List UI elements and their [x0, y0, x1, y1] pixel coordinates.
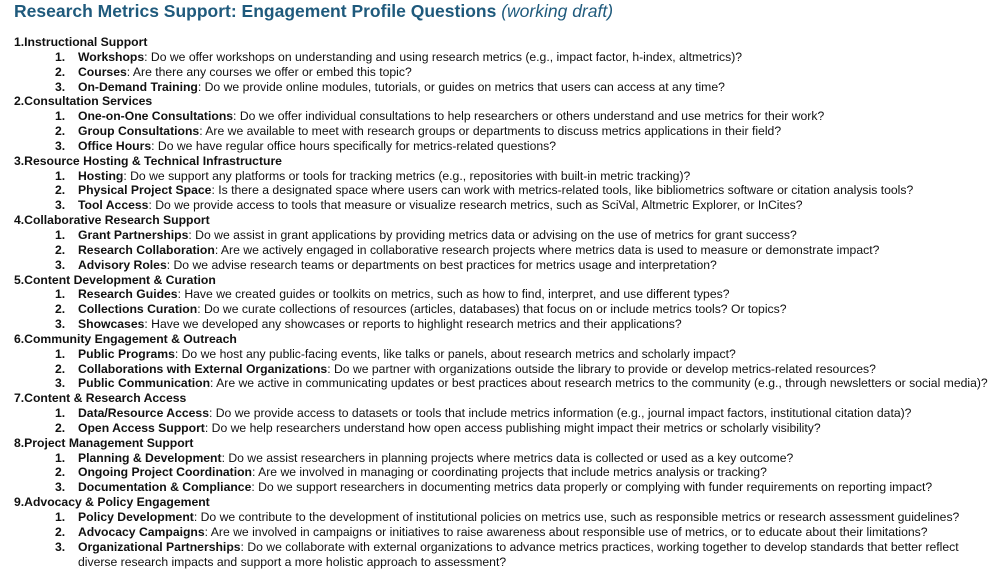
item-question: : Do we contribute to the development of institutional policies on metrics use, such as responsible metrics or research assessment guidelines?	[193, 510, 960, 524]
item-term: Public Programs	[78, 346, 175, 361]
question-item	[0, 480, 1000, 495]
item-number: 3.	[55, 257, 66, 272]
item-question: : Are we active in communicating updates or best practices about research metrics to the community (e.g., through newsletters or social media)?	[210, 376, 988, 391]
item-question: : Are we available to meet with research groups or departments to discuss metrics applications in their field?	[199, 124, 782, 139]
item-question: : Do we offer individual consultations to help researchers or others understand and use metrics for their work?	[233, 109, 825, 124]
question-item	[0, 376, 1000, 391]
section-heading: 3.Resource Hosting & Technical Infrastructure	[14, 153, 282, 168]
item-number: 3.	[55, 317, 66, 332]
item-question: : Do we provide access to tools that measure or visualize research metrics, such as SciVal, Altmetric Explorer, or InCites?	[148, 198, 803, 213]
item-term: Group Consultations	[78, 124, 200, 139]
item-question: : Have we created guides or toolkits on metrics, such as how to find, interpret, and use different types?	[177, 287, 730, 302]
item-term: Research Guides	[78, 287, 178, 302]
item-question: : Do we assist in grant applications by providing metrics data or advising on the use of metrics for grant success?	[188, 227, 797, 242]
question-item	[0, 421, 1000, 436]
item-number: 2.	[55, 420, 66, 435]
item-term: Research Collaboration	[78, 242, 215, 257]
item-number: 1.	[55, 510, 66, 524]
item-number: 3.	[55, 138, 66, 153]
item-term: Organizational Partnerships	[78, 539, 241, 554]
item-term: One-on-One Consultations	[78, 109, 234, 124]
item-question: : Do we offer workshops on understanding and using research metrics (e.g., impact factor, h-index, altmetrics)?	[144, 49, 743, 64]
section-heading: 6.Community Engagement & Outreach	[14, 331, 237, 346]
section	[0, 391, 1000, 436]
item-number: 3.	[55, 79, 66, 94]
question-item	[0, 124, 1000, 139]
item-term: Collaborations with External Organizations	[78, 361, 328, 376]
item-term: Open Access Support	[78, 420, 205, 435]
page-title	[14, 1, 613, 22]
item-number: 1.	[55, 406, 66, 421]
item-question: : Do we curate collections of resources (articles, databases) that focus on or include metrics tools? Or topics?	[197, 302, 787, 317]
section	[0, 35, 1000, 94]
item-term: Grant Partnerships	[78, 227, 189, 242]
item-question: : Are we actively engaged in collaborative research projects where metrics data is used to measure or demonstrate impact?	[214, 242, 880, 257]
section	[0, 332, 1000, 391]
section-heading: 7.Content & Research Access	[14, 391, 187, 406]
question-item	[0, 406, 1000, 421]
question-item	[0, 302, 1000, 317]
item-number: 1.	[55, 168, 66, 183]
question-item	[0, 451, 1000, 466]
question-item	[0, 139, 1000, 154]
item-term: Workshops	[78, 49, 145, 64]
item-number: 2.	[55, 183, 66, 198]
item-number: 2.	[55, 465, 66, 480]
question-item	[0, 510, 1000, 525]
item-question: : Do we provide access to datasets or tools that include metrics information (e.g., journal impact factors, institutional citation data)?	[208, 406, 912, 421]
item-question: : Do we support researchers in documenting metrics data properly or complying with funder requirements on reporting impact?	[251, 480, 933, 495]
item-question: : Do we host any public-facing events, like talks or panels, about research metrics and scholarly impact?	[174, 346, 736, 361]
section	[0, 213, 1000, 272]
section-heading: 5.Content Development & Curation	[14, 272, 216, 287]
item-number: 1.	[55, 227, 66, 242]
item-term: Advisory Roles	[78, 257, 167, 272]
item-question: : Do we provide online modules, tutorials, or guides on metrics that users can access at any time?	[197, 79, 725, 94]
item-number: 1.	[55, 49, 66, 64]
question-item	[0, 50, 1000, 65]
section-heading: 2.Consultation Services	[14, 94, 153, 109]
item-question: : Are we involved in campaigns or initiatives to raise awareness about responsible use of metrics, or to educate about their limitations?	[204, 524, 928, 539]
item-question: : Do we help researchers understand how open access publishing might impact their metrics or scholarly visibility?	[204, 420, 821, 435]
item-term: Collections Curation	[78, 302, 198, 317]
draft-label: (working draft)	[501, 1, 614, 21]
item-term: Courses	[78, 64, 127, 79]
item-term: Tool Access	[78, 198, 149, 213]
item-number: 2.	[55, 524, 66, 539]
item-term: Ongoing Project Coordination	[78, 465, 252, 480]
item-question: : Do we partner with organizations outside the library to provide or develop metrics-related resources?	[327, 361, 876, 376]
item-term: Data/Resource Access	[78, 406, 209, 421]
item-term: Physical Project Space	[78, 183, 212, 198]
item-term: On-Demand Training	[78, 79, 198, 94]
item-number: 3.	[55, 376, 66, 391]
item-term: Hosting	[78, 168, 124, 183]
item-number: 2.	[55, 242, 66, 257]
question-item	[0, 258, 1000, 273]
item-question: : Do we advise research teams or departments on best practices for metrics usage and interpretation?	[166, 257, 717, 272]
question-item	[0, 198, 1000, 213]
item-number: 3.	[55, 539, 66, 554]
item-question: : Do we collaborate with external organizations to advance metrics practices, working together to develop standards that better reflect diverse research impacts and support a more holistic approach to assessment?	[78, 539, 959, 569]
item-number: 1.	[55, 346, 66, 361]
question-item	[0, 525, 1000, 540]
item-term: Documentation & Compliance	[78, 480, 252, 495]
question-item	[0, 65, 1000, 80]
question-item	[0, 183, 1000, 198]
section-heading: 9.Advocacy & Policy Engagement	[14, 495, 210, 510]
item-question: : Are we involved in managing or coordinating projects that include metrics analysis or tracking?	[252, 465, 767, 480]
section-heading: 1.Instructional Support	[14, 35, 148, 49]
question-item	[0, 243, 1000, 258]
item-number: 3.	[55, 198, 66, 213]
item-term: Public Communication	[78, 376, 211, 391]
item-question: : Are there any courses we offer or embed this topic?	[126, 64, 412, 79]
section	[0, 436, 1000, 495]
item-question: : Is there a designated space where users can work with metrics-related tools, like bibliometrics software or citation analysis tools?	[211, 183, 914, 198]
item-question: : Have we developed any showcases or reports to highlight research metrics and their applications?	[144, 317, 682, 332]
question-item	[0, 80, 1000, 95]
section-heading: 4.Collaborative Research Support	[14, 213, 210, 228]
item-number: 2.	[55, 64, 66, 79]
question-sections	[0, 35, 1000, 569]
question-item	[0, 540, 1000, 570]
question-item	[0, 347, 1000, 362]
item-term: Advocacy Campaigns	[78, 524, 205, 539]
item-number: 2.	[55, 124, 66, 139]
title-text: Research Metrics Support: Engagement Profile Questions	[14, 1, 497, 21]
question-item	[0, 317, 1000, 332]
section	[0, 273, 1000, 332]
question-item	[0, 362, 1000, 377]
item-number: 1.	[55, 109, 66, 124]
item-number: 1.	[55, 287, 66, 302]
question-item	[0, 109, 1000, 124]
section	[0, 154, 1000, 213]
item-term: Policy Development	[78, 510, 194, 524]
item-number: 1.	[55, 450, 66, 465]
item-question: : Do we have regular office hours specifically for metrics-related questions?	[151, 138, 556, 153]
section	[0, 94, 1000, 153]
section	[0, 495, 1000, 569]
question-item	[0, 287, 1000, 302]
question-item	[0, 465, 1000, 480]
section-heading: 8.Project Management Support	[14, 435, 194, 450]
item-number: 3.	[55, 480, 66, 495]
question-item	[0, 169, 1000, 184]
item-term: Showcases	[78, 317, 145, 332]
item-term: Office Hours	[78, 138, 152, 153]
item-question: : Do we support any platforms or tools for tracking metrics (e.g., repositories with built-in metric tracking)?	[123, 168, 691, 183]
item-term: Planning & Development	[78, 450, 222, 465]
item-number: 2.	[55, 302, 66, 317]
question-item	[0, 228, 1000, 243]
item-question: : Do we assist researchers in planning projects where metrics data is collected or used as a key outcome?	[221, 450, 794, 465]
item-number: 2.	[55, 361, 66, 376]
